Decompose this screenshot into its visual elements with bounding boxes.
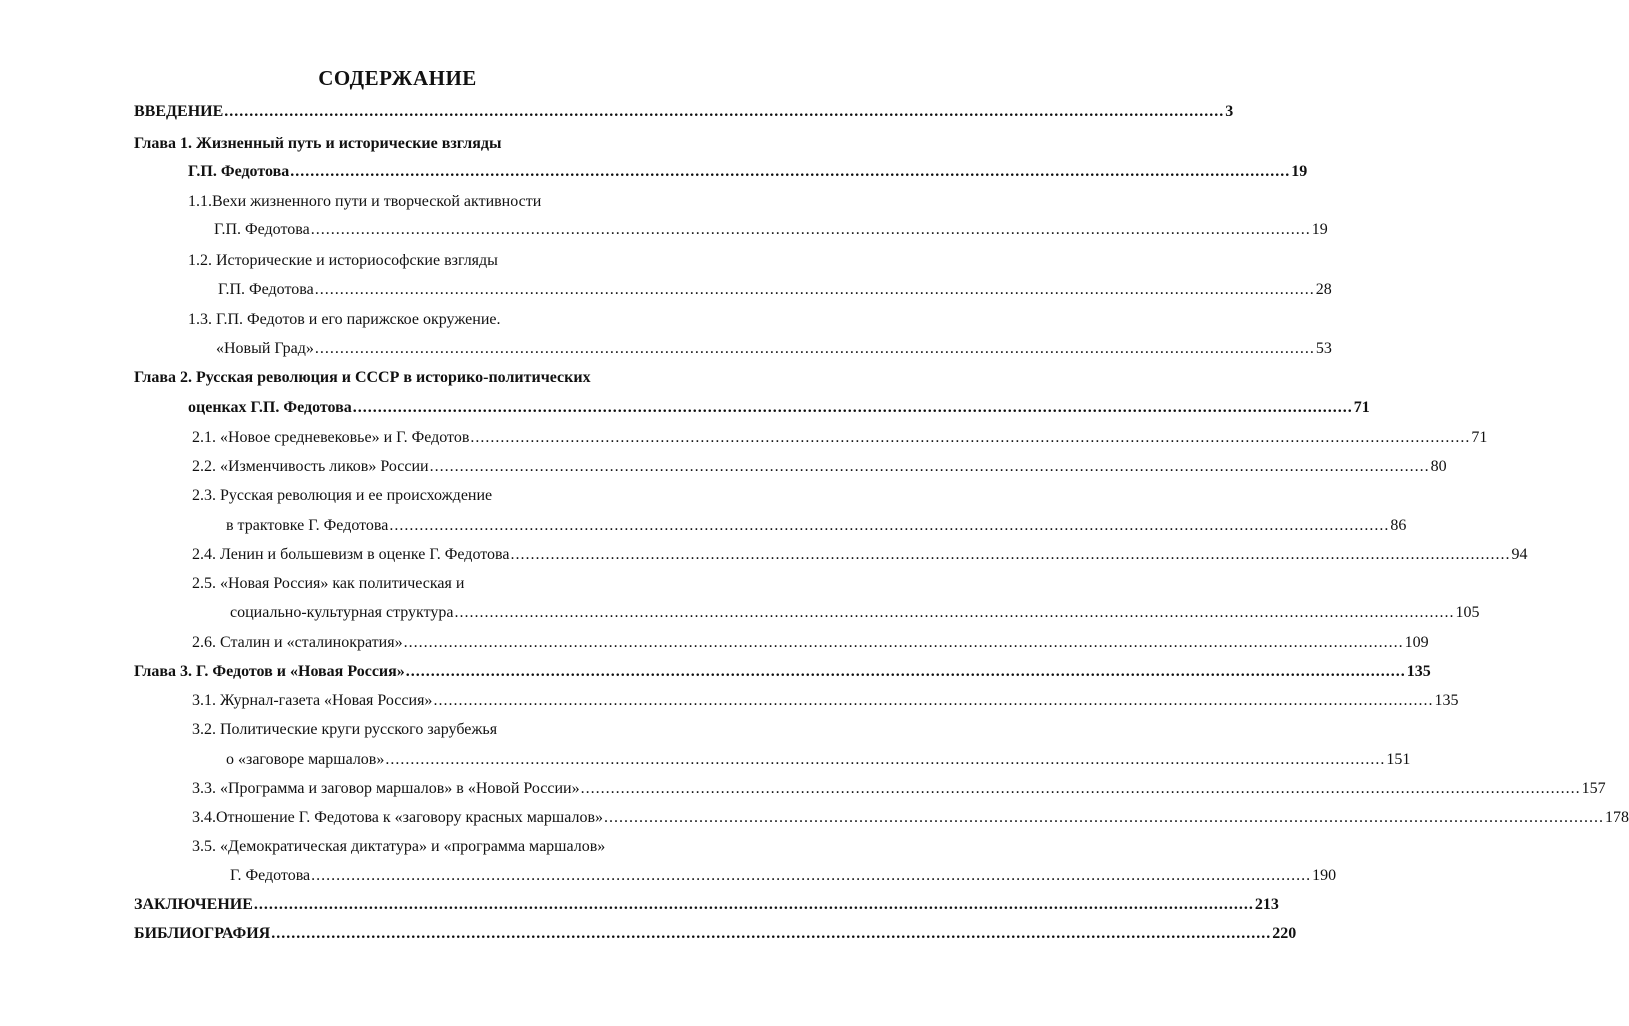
entry-text: 3.4.Отношение Г. Федотова к «заговору красных маршалов» — [192, 809, 603, 826]
entry-text: ВВЕДЕНИЕ — [134, 103, 224, 120]
toc-entry-bibliography — [134, 922, 1297, 946]
leader-dots: ........................................................................................................................................................................................................ — [385, 751, 1386, 768]
entry-text: в трактовке Г. Федотова — [226, 517, 389, 534]
entry-text: социально-культурная структура — [230, 604, 454, 621]
toc-chapter-2-heading-cont — [188, 396, 1370, 420]
toc-section-3-2-cont — [226, 748, 1411, 772]
toc-section-2-1 — [192, 426, 1488, 450]
toc-chapter-1-heading — [134, 132, 501, 156]
entry-text: оценках Г.П. Федотова — [188, 399, 352, 416]
toc-section-2-3 — [192, 484, 492, 508]
entry-text: Г.П. Федотова — [188, 163, 290, 180]
leader-dots: ........................................................................................................................................................................................................ — [311, 867, 1312, 884]
leader-dots: ........................................................................................................................................................................................................ — [290, 163, 1291, 180]
toc-section-2-5 — [192, 572, 464, 596]
entry-page: 86 — [1390, 517, 1407, 534]
entry-page: 157 — [1581, 780, 1606, 797]
entry-page: 178 — [1605, 809, 1629, 826]
leader-dots: ........................................................................................................................................................................................................ — [224, 103, 1225, 120]
toc-chapter-2-heading — [134, 366, 591, 390]
entry-text: 2.3. Русская революция и ее происхождение — [192, 487, 493, 504]
toc-section-2-5-cont — [230, 601, 1480, 625]
leader-dots: ........................................................................................................................................................................................................ — [510, 546, 1511, 563]
toc-section-2-6 — [192, 631, 1429, 655]
entry-text: Глава 3. Г. Федотов и «Новая Россия» — [134, 663, 405, 680]
entry-text: 2.6. Сталин и «сталинократия» — [192, 634, 403, 651]
entry-page: 53 — [1315, 340, 1332, 357]
entry-text: о «заговоре маршалов» — [226, 751, 385, 768]
entry-text: Г. Федотова — [230, 867, 311, 884]
entry-text: Г.П. Федотова — [214, 221, 310, 238]
entry-page: 71 — [1471, 429, 1488, 446]
entry-text: 3.1. Журнал-газета «Новая Россия» — [192, 692, 433, 709]
entry-text: 1.1.Вехи жизненного пути и творческой активности — [188, 193, 542, 210]
leader-dots: ........................................................................................................................................................................................................ — [310, 221, 1311, 238]
toc-section-3-5 — [192, 835, 605, 859]
entry-text: 2.2. «Изменчивость ликов» России — [192, 458, 429, 475]
toc-section-1-3-cont — [216, 337, 1332, 361]
entry-text: 3.5. «Демократическая диктатура» и «программа маршалов» — [192, 838, 606, 855]
toc-section-2-2 — [192, 455, 1447, 479]
toc-section-3-1 — [192, 689, 1459, 713]
entry-page: 220 — [1272, 925, 1297, 942]
entry-text: 3.3. «Программа и заговор маршалов» в «Новой России» — [192, 780, 580, 797]
leader-dots: ........................................................................................................................................................................................................ — [454, 604, 1455, 621]
entry-page: 19 — [1311, 221, 1328, 238]
toc-entry-conclusion — [134, 893, 1279, 917]
leader-dots: ........................................................................................................................................................................................................ — [433, 692, 1434, 709]
toc-section-3-3 — [192, 777, 1606, 801]
toc-section-1-1-cont — [214, 218, 1328, 242]
leader-dots: ........................................................................................................................................................................................................ — [314, 340, 1315, 357]
toc-chapter-1-heading-cont — [188, 160, 1308, 184]
leader-dots: ........................................................................................................................................................................................................ — [604, 809, 1604, 826]
toc-section-1-2-cont — [218, 278, 1332, 302]
leader-dots: ........................................................................................................................................................................................................ — [405, 663, 1406, 680]
toc-section-1-2 — [188, 249, 498, 273]
entry-page: 28 — [1315, 281, 1332, 298]
entry-page: 135 — [1434, 692, 1459, 709]
entry-text: Глава 2. Русская революция и СССР в историко-политических — [134, 369, 591, 386]
entry-text: 2.4. Ленин и большевизм в оценке Г. Федотова — [192, 546, 510, 563]
toc-section-2-3-cont — [226, 514, 1407, 538]
entry-text: 1.3. Г.П. Федотов и его парижское окружение. — [188, 311, 501, 328]
toc-section-3-4 — [192, 806, 1629, 830]
entry-text: 3.2. Политические круги русского зарубежья — [192, 721, 498, 738]
entry-page: 3 — [1225, 103, 1234, 120]
entry-text: ЗАКЛЮЧЕНИЕ — [134, 896, 253, 913]
toc-section-1-3 — [188, 308, 501, 332]
toc-section-3-5-cont — [230, 864, 1337, 888]
entry-page: 80 — [1430, 458, 1447, 475]
entry-page: 213 — [1254, 896, 1279, 913]
leader-dots: ........................................................................................................................................................................................................ — [389, 517, 1390, 534]
leader-dots: ........................................................................................................................................................................................................ — [470, 429, 1471, 446]
leader-dots: ........................................................................................................................................................................................................ — [314, 281, 1315, 298]
entry-page: 109 — [1404, 634, 1429, 651]
toc-chapter-3-heading — [134, 660, 1431, 684]
leader-dots: ........................................................................................................................................................................................................ — [580, 780, 1581, 797]
toc-entry-introduction — [134, 100, 1234, 124]
leader-dots: ........................................................................................................................................................................................................ — [271, 925, 1272, 942]
entry-page: 190 — [1312, 867, 1337, 884]
toc-title: СОДЕРЖАНИЕ — [318, 66, 477, 90]
leader-dots: ........................................................................................................................................................................................................ — [429, 458, 1430, 475]
entry-text: 2.1. «Новое средневековье» и Г. Федотов — [192, 429, 470, 446]
entry-text: 2.5. «Новая Россия» как политическая и — [192, 575, 465, 592]
toc-section-2-4 — [192, 543, 1528, 567]
toc-section-3-2 — [192, 718, 497, 742]
entry-page: 151 — [1386, 751, 1411, 768]
entry-page: 105 — [1455, 604, 1480, 621]
entry-text: «Новый Град» — [216, 340, 314, 357]
toc-section-1-1 — [188, 190, 541, 214]
entry-text: Глава 1. Жизненный путь и исторические взгляды — [134, 135, 502, 152]
entry-page: 135 — [1406, 663, 1431, 680]
entry-page: 94 — [1511, 546, 1528, 563]
entry-page: 19 — [1291, 163, 1308, 180]
entry-page: 71 — [1353, 399, 1370, 416]
leader-dots: ........................................................................................................................................................................................................ — [403, 634, 1404, 651]
entry-text: Г.П. Федотова — [218, 281, 314, 298]
entry-text: 1.2. Исторические и историософские взгляды — [188, 252, 498, 269]
leader-dots: ........................................................................................................................................................................................................ — [253, 896, 1254, 913]
entry-text: БИБЛИОГРАФИЯ — [134, 925, 271, 942]
leader-dots: ........................................................................................................................................................................................................ — [352, 399, 1353, 416]
